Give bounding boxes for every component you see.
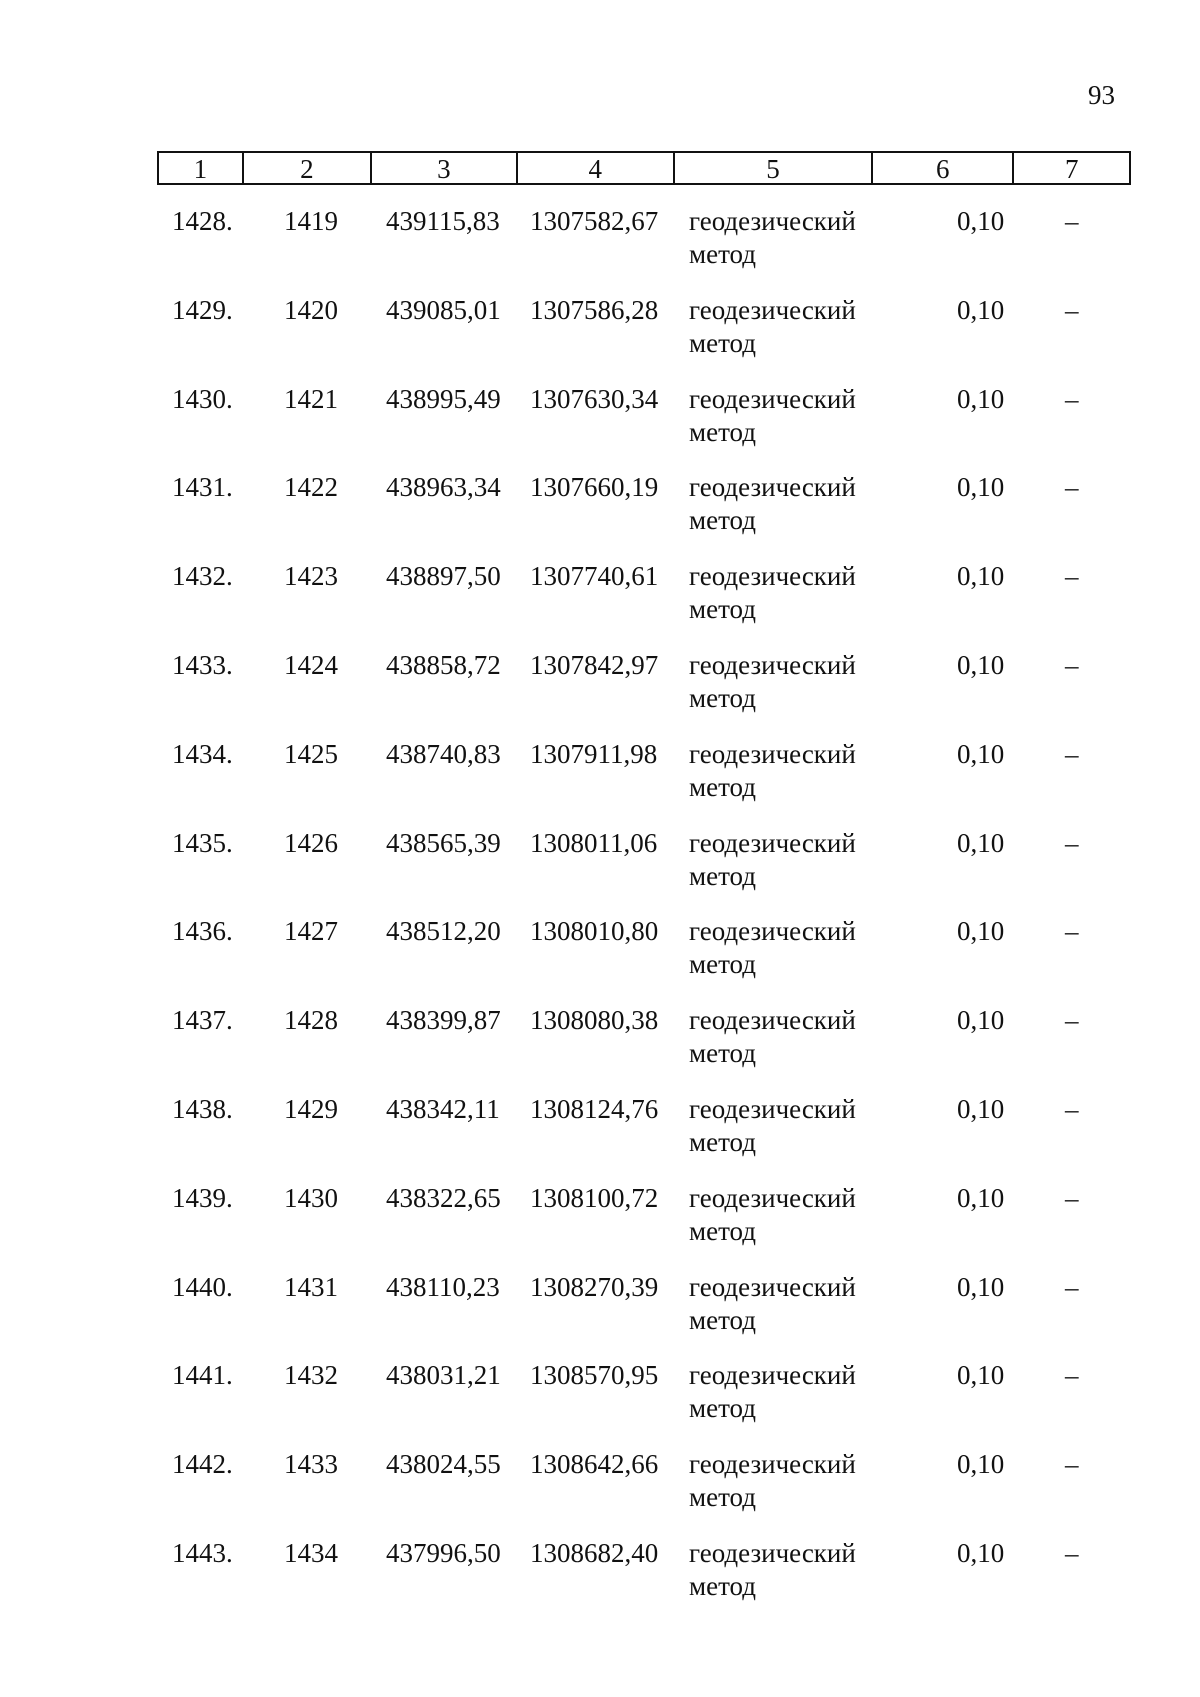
table-row [157, 560, 1131, 649]
table-cell-col-2: 1422 [284, 472, 338, 503]
table-cell-col-6: 0,10 [957, 649, 1005, 680]
table-cell-col-5: геодезический метод [689, 1537, 856, 1601]
table-cell-col-6: 0,10 [957, 472, 1005, 503]
table-cell-col-5: геодезический метод [689, 738, 856, 802]
table-row [157, 294, 1131, 383]
table-cell-col-7: – [1065, 1271, 1079, 1302]
table-cell-col-1: 1434. [172, 738, 233, 769]
header-cell-6: 6 [873, 153, 1014, 183]
table-cell-col-4: 1308270,39 [530, 1271, 659, 1302]
table-body [157, 205, 1131, 1626]
table-cell-col-1: 1435. [172, 827, 233, 858]
table-cell-col-3: 438512,20 [386, 916, 501, 947]
table-cell-col-2: 1421 [284, 383, 338, 414]
table-cell-col-4: 1308011,06 [530, 827, 658, 858]
table-cell-col-6: 0,10 [957, 1360, 1005, 1391]
table-cell-col-4: 1307582,67 [530, 206, 659, 236]
table-cell-col-4: 1308682,40 [530, 1537, 659, 1568]
table-cell-col-4: 1308570,95 [530, 1360, 659, 1391]
table-cell-col-5: геодезический метод [689, 1005, 856, 1069]
table-cell-col-1: 1439. [172, 1182, 233, 1213]
table-cell-col-3: 438399,87 [386, 1005, 501, 1036]
table-cell-col-1: 1433. [172, 649, 233, 680]
table-cell-col-7: – [1065, 1005, 1079, 1036]
table-cell-col-7: – [1065, 472, 1079, 503]
table-cell-col-6: 0,10 [957, 916, 1005, 947]
table-cell-col-6: 0,10 [957, 206, 1005, 236]
table-cell-col-7: – [1065, 294, 1079, 325]
table-cell-col-7: – [1065, 1449, 1079, 1480]
table-cell-col-1: 1442. [172, 1449, 233, 1480]
table-cell-col-2: 1434 [284, 1537, 338, 1568]
page-number: 93 [1088, 80, 1115, 110]
table-cell-col-2: 1433 [284, 1449, 338, 1480]
table-cell-col-2: 1426 [284, 827, 338, 858]
table-cell-col-6: 0,10 [957, 1449, 1005, 1480]
table-cell-col-7: – [1065, 383, 1079, 414]
table-cell-col-5: геодезический метод [689, 916, 856, 980]
table-cell-col-3: 438322,65 [386, 1182, 501, 1213]
table-row [157, 915, 1131, 1004]
table-row [157, 1271, 1131, 1360]
table-cell-col-4: 1307660,19 [530, 472, 659, 503]
table-cell-col-2: 1431 [284, 1271, 338, 1302]
table-cell-col-4: 1307911,98 [530, 738, 658, 769]
table-cell-col-6: 0,10 [957, 1093, 1005, 1124]
table-cell-col-5: геодезический метод [689, 827, 856, 891]
table-cell-col-2: 1427 [284, 916, 338, 947]
table-cell-col-7: – [1065, 561, 1079, 592]
table-cell-col-1: 1436. [172, 916, 233, 947]
table-cell-col-5: геодезический метод [689, 383, 856, 447]
table-cell-col-3: 438110,23 [386, 1271, 500, 1302]
table-cell-col-2: 1430 [284, 1182, 338, 1213]
header-cell-5: 5 [675, 153, 873, 183]
table-cell-col-1: 1429. [172, 294, 233, 325]
table-cell-col-5: геодезический метод [689, 1449, 856, 1513]
table-cell-col-6: 0,10 [957, 738, 1005, 769]
table-cell-col-7: – [1065, 1360, 1079, 1391]
table-cell-col-6: 0,10 [957, 827, 1005, 858]
table-row [157, 1448, 1131, 1537]
header-cell-3: 3 [372, 153, 517, 183]
table-cell-col-5: геодезический метод [689, 1182, 856, 1246]
table-cell-col-7: – [1065, 916, 1079, 947]
table-row [157, 649, 1131, 738]
table-row [157, 1359, 1131, 1448]
table-cell-col-4: 1307842,97 [530, 649, 659, 680]
table-cell-col-1: 1430. [172, 383, 233, 414]
table-cell-col-3: 438995,49 [386, 383, 501, 414]
table-cell-col-1: 1432. [172, 561, 233, 592]
table-cell-col-3: 438342,11 [386, 1093, 500, 1124]
table-cell-col-1: 1441. [172, 1360, 233, 1391]
table-cell-col-2: 1419 [284, 206, 338, 236]
table-row [157, 1182, 1131, 1271]
table-cell-col-4: 1307586,28 [530, 294, 659, 325]
table-cell-col-3: 438858,72 [386, 649, 501, 680]
table-cell-col-3: 438963,34 [386, 472, 501, 503]
table-cell-col-6: 0,10 [957, 1182, 1005, 1213]
table-cell-col-5: геодезический метод [689, 1360, 856, 1424]
table-row [157, 1537, 1131, 1626]
table-cell-col-3: 438740,83 [386, 738, 501, 769]
table-cell-col-2: 1424 [284, 649, 338, 680]
table-cell-col-7: – [1065, 1537, 1079, 1568]
header-cell-1: 1 [159, 153, 244, 183]
table-cell-col-6: 0,10 [957, 1537, 1005, 1568]
table-row [157, 827, 1131, 916]
header-cell-2: 2 [244, 153, 372, 183]
table-cell-col-6: 0,10 [957, 294, 1005, 325]
table-cell-col-1: 1437. [172, 1005, 233, 1036]
table-cell-col-3: 438031,21 [386, 1360, 501, 1391]
table-cell-col-7: – [1065, 738, 1079, 769]
table-cell-col-7: – [1065, 649, 1079, 680]
header-cell-4: 4 [518, 153, 675, 183]
table-cell-col-2: 1420 [284, 294, 338, 325]
table-row [157, 738, 1131, 827]
table-cell-col-5: геодезический метод [689, 472, 856, 536]
table-cell-col-6: 0,10 [957, 1005, 1005, 1036]
table-cell-col-2: 1425 [284, 738, 338, 769]
table-row [157, 471, 1131, 560]
table-header [157, 151, 1131, 185]
table-cell-col-4: 1307740,61 [530, 561, 659, 592]
table-cell-col-2: 1429 [284, 1093, 338, 1124]
table-row [157, 205, 1131, 294]
table-cell-col-1: 1431. [172, 472, 233, 503]
table-cell-col-4: 1307630,34 [530, 383, 659, 414]
table-cell-col-2: 1423 [284, 561, 338, 592]
table-cell-col-6: 0,10 [957, 1271, 1005, 1302]
table-cell-col-6: 0,10 [957, 561, 1005, 592]
table-cell-col-3: 438565,39 [386, 827, 501, 858]
table-cell-col-4: 1308124,76 [530, 1093, 659, 1124]
table-row [157, 1093, 1131, 1182]
table-cell-col-7: – [1065, 1182, 1079, 1213]
table-cell-col-2: 1428 [284, 1005, 338, 1036]
table-cell-col-3: 438897,50 [386, 561, 501, 592]
table-cell-col-1: 1443. [172, 1537, 233, 1568]
table-cell-col-4: 1308100,72 [530, 1182, 659, 1213]
table-cell-col-3: 439085,01 [386, 294, 501, 325]
header-cell-7: 7 [1064, 154, 1079, 184]
table-cell-col-4: 1308642,66 [530, 1449, 659, 1480]
table-cell-col-1: 1428. [172, 206, 233, 236]
table-cell-col-3: 438024,55 [386, 1449, 501, 1480]
table-cell-col-1: 1438. [172, 1093, 233, 1124]
table-cell-col-7: – [1065, 1093, 1079, 1124]
table-cell-col-7: – [1065, 827, 1079, 858]
table-cell-col-4: 1308080,38 [530, 1005, 659, 1036]
table-row [157, 383, 1131, 472]
table-cell-col-5: геодезический метод [689, 649, 856, 713]
table-cell-col-7: – [1065, 206, 1079, 236]
table-cell-col-5: геодезический метод [689, 1271, 856, 1335]
table-cell-col-2: 1432 [284, 1360, 338, 1391]
table-cell-col-3: 439115,83 [386, 206, 500, 236]
table-cell-col-5: геодезический метод [689, 1093, 856, 1157]
table-cell-col-6: 0,10 [957, 383, 1005, 414]
table-cell-col-1: 1440. [172, 1271, 233, 1302]
table-cell-col-3: 437996,50 [386, 1537, 501, 1568]
table-row [157, 1004, 1131, 1093]
table-cell-col-5: геодезический метод [689, 561, 856, 625]
table-cell-col-5: геодезический метод [689, 294, 856, 358]
table-cell-col-4: 1308010,80 [530, 916, 659, 947]
table-cell-col-5: геодезический метод [689, 206, 856, 269]
